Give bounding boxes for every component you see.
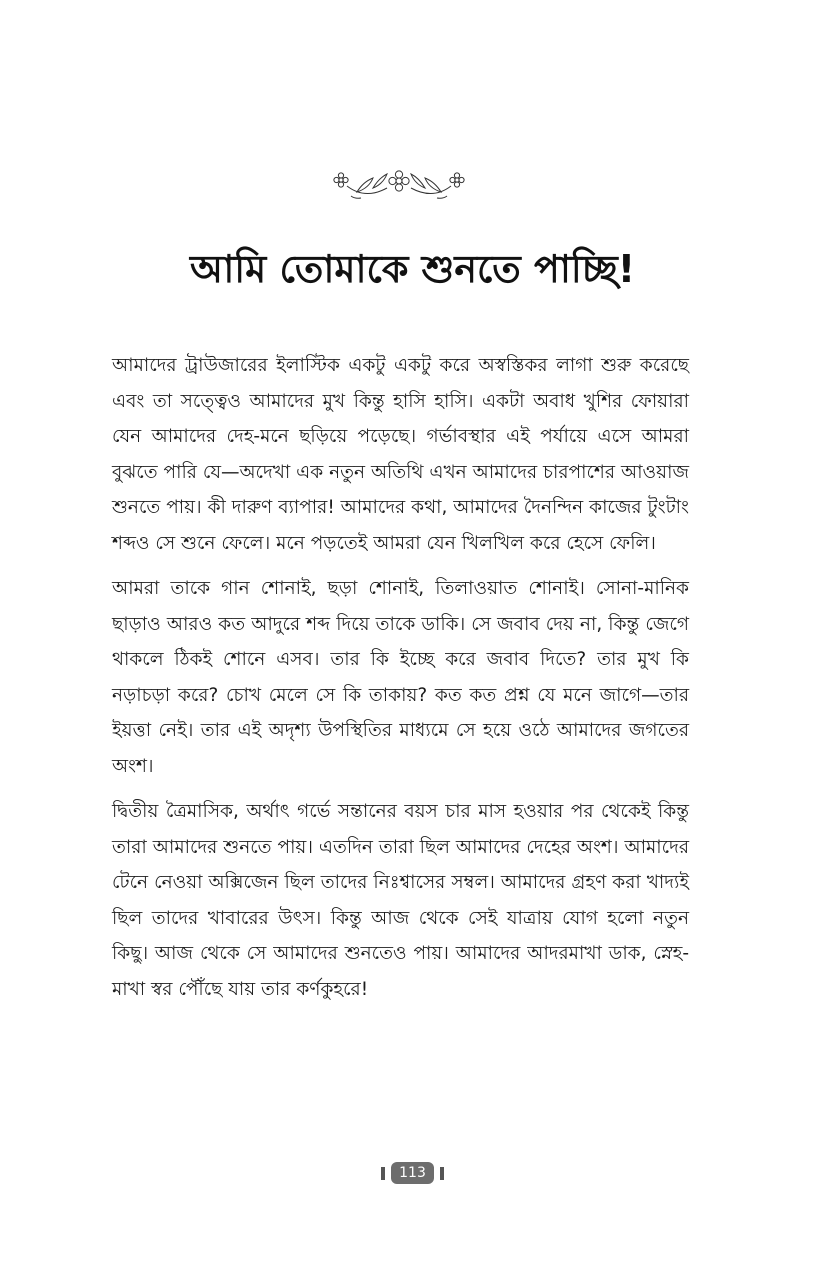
paragraph: দ্বিতীয় ত্রৈমাসিক, অর্থাৎ গর্ভে সন্তানের বয়স চার মাস হওয়ার পর থেকেই কিন্তু তারা আমাদের শুনতে পায়। এতদিন তারা ছিল আমাদের দেহের অংশ। আমাদের টেনে নেওয়া অক্সিজেন ছিল তাদের নিঃশ্বাসের সম্বল। আমাদের গ্রহণ করা খাদ্যই ছিল তাদের খাবারের উৎস। কিন্তু আজ থেকে সেই যাত্রায় যোগ হলো নতুন কিছু। আজ থেকে সে আমাদের শুনতেও পায়। আমাদের আদরমাখা ডাক, স্নেহ-মাখা স্বর পৌঁছে যায় তার কর্ণকুহরে! <box>112 801 689 1000</box>
paragraph: আমাদের ট্রাউজারের ইলাস্টিক একটু একটু করে অস্বস্তিকর লাগা শুরু করেছে এবং তা সত্ত্বেও আমাদের মুখ কিন্তু হাসি হাসি। একটা অবাধ খুশির ফোয়ারা যেন আমাদের দেহ-মনে ছড়িয়ে পড়েছে। গর্ভাবস্থার এই পর্যায়ে এসে আমরা বুঝতে পারি যে—অদেখা এক নতুন অতিথি এখন আমাদের চারপাশের আওয়াজ শুনতে পায়। কী দারুণ ব্যাপার! আমাদের কথা, আমাদের দৈনন্দিন কাজের টুংটাং শব্দও সে শুনে ফেলে। মনে পড়তেই আমরা যেন খিলখিল করে হেসে ফেলি। <box>112 355 689 554</box>
folio-bar-left <box>381 1167 385 1180</box>
page-footer <box>0 1162 825 1184</box>
page-number: 113 <box>391 1162 434 1184</box>
paragraph: আমরা তাকে গান শোনাই, ছড়া শোনাই, তিলাওয়াত শোনাই। সোনা-মানিক ছাড়াও আরও কত আদুরে শব্দ দিয়ে তাকে ডাকি। সে জবাব দেয় না, কিন্তু জেগে থাকলে ঠিকই শোনে এসব। তার কি ইচ্ছে করে জবাব দিতে? তার মুখ কি নড়াচড়া করে? চোখ মেলে সে কি তাকায়? কত কত প্রশ্ন যে মনে জাগে—তার ইয়ত্তা নেই। তার এই অদৃশ্য উপস্থিতির মাধ্যমে সে হয়ে ওঠে আমাদের জগতের অংশ। <box>112 578 689 777</box>
chapter-title: আমি তোমাকে শুনতে পাচ্ছি! <box>189 247 636 291</box>
folio-bar-right <box>440 1167 444 1180</box>
body-text <box>112 348 689 1017</box>
floral-divider-icon <box>327 166 471 202</box>
